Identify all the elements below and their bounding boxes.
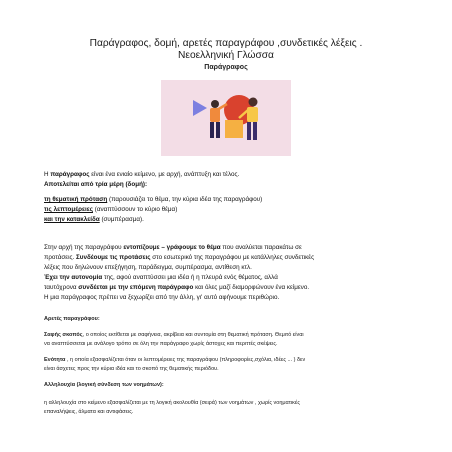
virtue-3-heading bbox=[44, 382, 164, 390]
body-text: που αναλύεται παρακάτω σε bbox=[220, 244, 302, 251]
virtue-2-term: Ενότητα bbox=[44, 357, 66, 363]
virtue-1-line-1 bbox=[44, 332, 304, 340]
virtue-2-line-2: είναι άσχετες προς την κύρια ιδέα και το σκοπό της θεματικής περιόδου. bbox=[44, 366, 219, 372]
part-desc-3: (συμπέρασμα). bbox=[99, 216, 144, 223]
body-line-3: λέξεις που δηλώνουν επεξήγηση, παράδειγμα, συμπέρασμα, αντίθεση κτλ. bbox=[44, 264, 252, 271]
parts-heading bbox=[44, 181, 147, 189]
body-text: ταυτόχρονα bbox=[44, 284, 79, 291]
virtues-heading-text: Αρετές παραγράφου: bbox=[44, 316, 100, 322]
body-text: της, αφού αναπτύσσει μια ιδέα ή η πλευρά ενός θέματος, αλλά bbox=[102, 274, 278, 281]
intro-term: παράγραφος bbox=[50, 171, 90, 178]
body-text: Στην αρχή της παραγράφου bbox=[44, 244, 124, 251]
virtue-2-line-1 bbox=[44, 357, 305, 365]
part-item-1 bbox=[44, 196, 262, 204]
body-text: στο εσωτερικό της παραγράφου με κατάλληλες συνδετικές bbox=[150, 254, 315, 261]
virtue-3-heading-text: Αλληλουχία (λογική σύνδεση των νοημάτων): bbox=[44, 382, 164, 388]
virtues-heading bbox=[44, 316, 100, 324]
part-term-2: τις λεπτομέρειες bbox=[44, 206, 93, 213]
part-term-3: και την κατακλείδα bbox=[44, 216, 100, 223]
part-term-1: τη θεματική πρόταση bbox=[44, 196, 108, 203]
document-title-line-1: Παράγραφος, δομή, αρετές παραγράφου ,συνδετικές λέξεις . bbox=[89, 38, 363, 49]
part-item-2 bbox=[44, 206, 177, 214]
body-emphasis: συνδέεται με την επόμενη παράγραφο bbox=[78, 284, 194, 291]
paragraph-illustration bbox=[161, 80, 291, 156]
intro-lead: Η bbox=[44, 171, 51, 178]
part-item-3 bbox=[44, 216, 144, 224]
body-line-1 bbox=[44, 244, 302, 252]
illustration-graphic bbox=[161, 80, 291, 156]
parts-heading-text: Αποτελείται από τρία μέρη (δομή): bbox=[44, 181, 148, 188]
body-emphasis: Συνδέουμε τις προτάσεις bbox=[76, 254, 151, 261]
intro-line bbox=[44, 171, 239, 179]
document-title-line-2: Νεοελληνική Γλώσσα bbox=[178, 50, 274, 61]
virtue-3-line-2: επαναλήψεις, άλματα και αντιφάσεις. bbox=[44, 409, 134, 415]
virtue-3-line-1: η αλληλουχία στο κείμενο εξασφαλίζεται με τη λογική ακολουθία (σειρά) των νοημάτων , χωρίς νοηματικές bbox=[44, 400, 300, 406]
body-line-6: Η μια παράγραφος πρέπει να ξεχωρίζει από την άλλη, γι' αυτό αφήνουμε περιθώριο. bbox=[44, 294, 280, 301]
body-line-2 bbox=[44, 254, 314, 262]
body-emphasis: εντοπίζουμε – γράφουμε το θέμα bbox=[123, 244, 221, 251]
body-text: και όλες μαζί διαμορφώνουν ένα κείμενο. bbox=[193, 284, 310, 291]
virtue-2-text: , η οποία εξασφαλίζεται όταν οι λεπτομέρειες της παραγράφου (πληροφορίες,σχόλια, ιδέες ... ) δεν bbox=[65, 357, 306, 363]
virtue-1-text: , ο οποίος εκτίθεται με σαφήνεια, ακρίβεια και συντομία στη θεματική πρόταση. Θεμιτό είναι bbox=[82, 332, 304, 338]
body-text: προτάσεις. bbox=[44, 254, 77, 261]
document-subtitle: Παράγραφος bbox=[204, 64, 248, 71]
virtue-1-term: Σαφής σκοπός bbox=[44, 332, 83, 338]
body-emphasis: Έχει την αυτονομία bbox=[44, 274, 103, 281]
part-desc-1: (παρουσιάζει το θέμα, την κύρια ιδέα της παραγράφου) bbox=[107, 196, 263, 203]
virtue-1-line-2: να αναπτύσσεται με ανάλογο τρόπο σε όλη την παράγραφο χωρίς άστοχες και περιττές σκέψεις. bbox=[44, 341, 278, 347]
intro-text: είναι ένα ενιαίο κείμενο, με αρχή, ανάπτυξη και τέλος. bbox=[89, 171, 240, 178]
body-line-4 bbox=[44, 274, 278, 282]
square-shape bbox=[225, 120, 243, 138]
part-desc-2: (αναπτύσσουν το κύριο θέμα) bbox=[92, 206, 178, 213]
body-line-5 bbox=[44, 284, 309, 292]
